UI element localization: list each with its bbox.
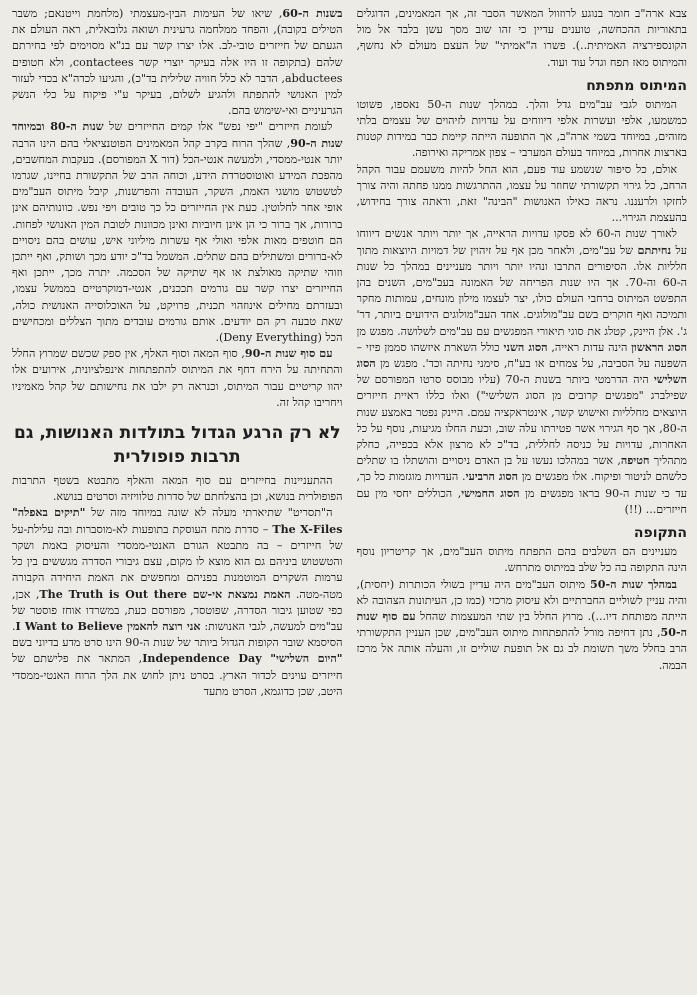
heading-era: התקופה bbox=[633, 525, 687, 542]
paragraph-encounter-types: לאורך שנות ה-60 לא פסקו עדויות הראייה, אך יותר ויותר אנשים דיווחו על נחיתתם של עב"מים, ולאחר מכן אף על זיהוין של דמויות היוצאות מתוך חלליות אלו. הסיפורים התרבו ונהיו יותר ויותר מעניינים במהלך כל שנות ה-60 וה-70. אך היו שנות הפריחה של האמונה בעב"מים, השנים בהן התפשט המיתוס ברחבי העולם כולו, יצר לעצמו מילון מונחים, עמותות מחקר ותמיכה ואף חוקרים בשם עב"מולוגים. אחד העב"מולוגים הידועים ביותר, דר' ג'. אלן היינק, קטלג את סוגי תיאורי המפגשים עם עב"מים לשלושה. מפגש מן הסוג הראשון הינה עדות ראייה, הסוג השני כולל השארת איזשהו סממן פיזי – השפעה על הסביבה, על צמחים או בע"ח, סימני נחיתה וכד'. מפגש מן הסוג השלישי היה הדרמטי ביותר בשנות ה-70 (עליו מבוסס סרטו המפורסם של שפילברג "מפגשים קרובים מן הסוג השלישי") ואלו כללו ראיית חייזרים היוצאים מחלליות ואישוש קשר, אינטראקציה עמם. היינק נפטר באמצע שנות ה-80, אך סף הגירוי אשר פטירתו עלה שוב, וכעת החלו מגיעות, נוסף על כל האחרות, עדויות על כניסה לחללית, בד"כ לא מרצון אלא בכפייה, כחלק מתהליך חטיפה, אשר במהלכו נעשו על בן האדם ניסויים והושתלו בו שתלים כלשהם לניטור ופיקוח. אלו מפגשים מן הסוג הרביעי. העדויות מוגזמות כל כך, עד כי שנות ה-90 בראו מפגשים מן הסוג החמישי, הכוללים יחסי מין עם חייזרים... (!!) bbox=[356, 227, 687, 516]
right-column bbox=[357, 6, 688, 989]
paragraph-1950s-reports: המיתוס לגבי עב"מים גדל והלך. במהלך שנות ה-50 נאספו, פשוטו כמשמעו, אלפי ועשרות אלפי דיווחים על עדויות לזיהוים של עצמים בלתי מזוהים, במיוחד בשמי ארה"ב, אך התופעה הייתה קיימת כבר במידות קטנות בארצות אחרות, במיוחד בעולם המערבי – צפון אמריקה ואירופה. bbox=[356, 97, 687, 160]
paragraph-end-of-90s: עם סוף שנות ה-90, סוף המאה וסוף האלף, אין ספק שכשם שמרוץ החלל והתחיתה על הירח דחף את המיתוס להתפתחות אינפלציונית, אירועים אלו יהוו קריטיים עבור המיתוס, וכנראה רק ילבו את נחישותם של קהל מאמיניו ויחריבו קהל זה. bbox=[12, 347, 343, 409]
paragraph-roswell-end: צבא ארה"ב חומר בנוגע לרוזוול המאשר הסבר זה, אך המאמינים, הדוגלים בתאוריות ההכחשה, טוענים עדיין כי זהו שוב מסך עשן בלבד אל מול הקונספירציה האמיתית..). פשרו ה"אמיתי" של העצם מעולם לא נחשף, והמיתוס מאז תפח וגדל עוד ועוד. bbox=[356, 7, 687, 69]
heading-myth-develops: המיתוס מתפתח bbox=[586, 77, 687, 94]
paragraph-1980s-1990s: לעומת חייזרים "יפי נפש" אלו קמים החייזרים של שנות ה-80 ובמיוחד שנות ה-90, שהלך הרוח בקרב קהל המאמינים הפוטנציאלי בהם הינו הרבה יותר אנטי-ממסדי, ולמעשה אנטי-הכל (דור X המפורסם). בעקבות המחשבים, מהפכת המידע ואוטוסטרדת הידע, וכוחה הרב של התקשורת בחיינו, שגרמו לטשטוש מושגי האמת, השקר, העובדה והפרשנות, קיבל מיתוס העב"מים אופי אחר לחלוטין. כעת אין החייזרים כל כך טובים ויפי נפש. כוונותיהם אינן ברורות, אך ברור כי הן אינן חיוביות ואינן מכוונות לטובת המין האנושי לפחות. הם חוטפים מאות אלפי ואולי אף עשרות מיליוני איש, עושים בהם ניסויים לא-ברורים ומשתילים בהם שתלים. המשמל בד"כ יודע מכך ושותק, ואף ייתכן וזוהי שתיקה מאולצת או אף שתיקה של הסכמה. יתרה מכך, ייתכן ואף החייזרים יצרו קשר עם גורמים תככנים, אנטי-דמוקרטיים בממשל עצמו, ובעזרתם מחילים אינוזהוי תכנית, פרויקט, על האוכלוסייה האנושית כולה, שאת טבעה רק הם יודעים. אותם גורמים עובדים מתוך הצללים ומכחישים הכל (Deny Everything). bbox=[12, 120, 343, 345]
paragraph-pop-culture-intro: ההתעניינות בחייזרים עם סוף המאה והאלף מתבטא בשטף התרבות הפופולרית בנושא, וכן בהצלחתם של סדרות טלוויזיה וסרטים בנושא. bbox=[12, 474, 343, 504]
left-column bbox=[12, 6, 343, 989]
paragraph-1960s: בשנות ה-60, שיאו של העימות הבין-מעצמתי (מלחמת וייטנאם; משבר הטילים בקובה), והפחד ממלחמה גרעינית ושואה גלובאלית, ראה העולם את הגעתם של חייזרים טובי-לב. אלו יצרו קשר עם בנ"א מסוימים לפי בחירתם שלהם (בתקופה זו היו אלה בעיקר יוצרי קשר contactees, ולא חטופים abductees, הדבר לא כלל חוויה שלילית בד"כ), והגיעו לכדה"א בכדי לעזור למין האנושי להתפתח ולהגיע לשלום, בעיקר ע"י פיקוח על כלי הנשק הגרעיניים ואי-שימוש בהם. bbox=[12, 7, 343, 118]
paragraph-1950s-space-race: במהלך שנות ה-50 מיתוס העב"מים היה עדיין בשולי הכותרות (יחסית), והיה עניין לשוליים החברתיים ולא עיסוק מרכזי (כמו כן, העיתונות הצהובה לא הייתה מפותחת דיו...). מרוץ החלל בין שתי המעצמות שהחל עם סוף שנות ה-50, נתן דחיפה מורל להתפתחות מיתוס העב"מים, שכן העניין התקשורתי הרב בחלל משך תשומת לב גם אל תופעת שוליים זו, והעלה אותה אל מרכז הבמה. bbox=[356, 577, 687, 672]
paragraph-stimulus: אולם, כל סיפור שנשמע עוד פעם, הוא החל להיות משעמם עבור הקהל הרחב, כל גירוי תקשורתי שחוזר על עצמו, ההתרגשות ממנו פחתה והיה צורך לחזקו ולרעננו. נראה כאילו האנושות "הבינה" זאת, וראתה צורך בחידוש, בהעצמת הגירוי... bbox=[356, 162, 687, 225]
paragraph-era-intro: מעניינים הם השלבים בהם התפתח מיתוס העב"מים, אך קריטריון נוסף הינה התקופה בה כל שלב במיתוס מתרחש. bbox=[356, 545, 687, 575]
paragraph-x-files: ה"תסריט" שתיארתי מעלה לא שונה במיוחד מזה של "תיקים באפלה" The X-Files – סדרת מתח העוסקת בתופעות לא-מוסברות ובה עלילת-על של חייזרים – בה מתבטא הגורם האנטי-ממסדי והעיסוק באמת ושקר והטשטוש ביניהם גם הוא מוצא לו מקום, עצם גיבורי הסדרה מגששים בין כל ערמות השקרים המוטמנות בפניהם ומחפשים את האמת היחידה הקבורה מטה-מטה. האמת נמצאת אי-שם The Truth is Out there, אכן, כפי שטוען גיבור הסדרה, שפוטסר, מפורסם כעת, במשרדו אוחז פוסטר של עב"מים למעשה, לגבי האנושות: אני רוצה להאמין I Want to Believe. הסיסמא שובר הקופות הגדול ביותר של שנות ה-90 הינו סרט מדע בדיוני בשם "היום השלישי" Independence Day, המתאר את פלישתם של חייזרים עוינים לכדור הארץ. בסרט ניתן לחוש את הלך הרוח האנטי-ממסדי היטב, שכן כדוגמא, הסרט מתעד bbox=[12, 506, 343, 698]
heading-popular-culture: לא רק הרגע הגדול בתולדות האנושות, גם תרבות פופולרית bbox=[13, 423, 341, 468]
